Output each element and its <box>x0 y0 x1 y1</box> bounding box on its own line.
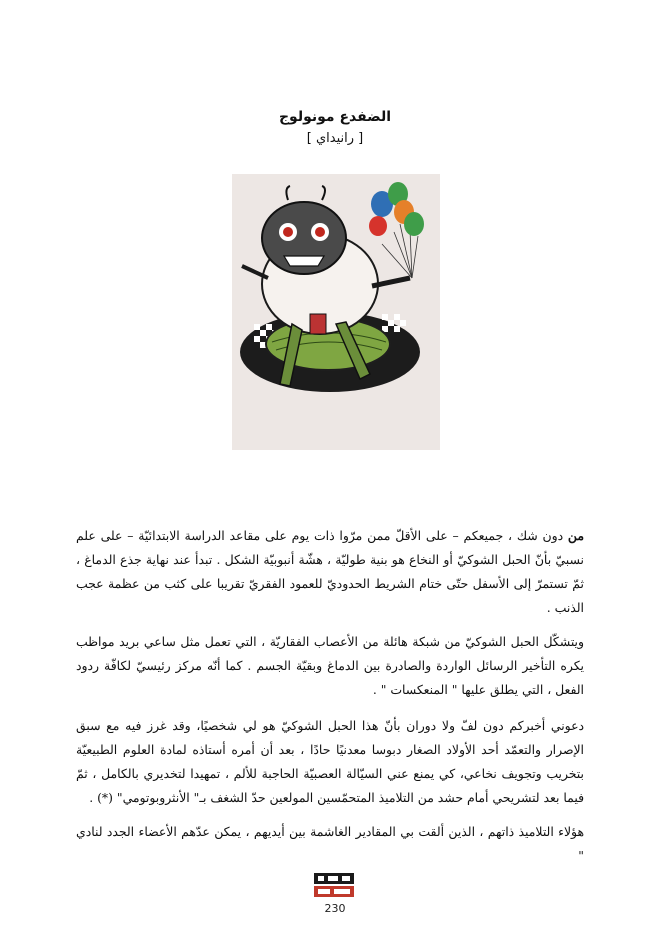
article-title: الضفدع مونولوج <box>278 109 392 125</box>
paragraph-3: دعوني أخبركم دون لفّ ولا دوران بأنّ هذا الحبل الشوكيّ هو لي شخصيًا، وقد غرز فيه مع سبق الإصرار والتعمّد أحد الأولاد الصغار دبوسا معدنيًا حادًا ، بعد أن أمره أستاذه لمادة العلوم الطبيعيّة بتخريب وتجويف نخاعي، كي يمنع عني السيّالة العصبيّة الحاجبة للألم ، تمهيدا لتخديري بالكامل ، ثمّ فيما بعد لتشريحي أمام حشد من التلاميذ المتحمّسين المولعين حدّ الشغف بـ" الأنثروبوتومي" (*) . <box>76 718 584 805</box>
frog-illustration <box>232 174 440 450</box>
author-name: [ رانيداي ] <box>306 131 364 146</box>
paragraph-1-lead: من <box>567 528 584 543</box>
paragraph-4: هؤلاء التلاميذ ذاتهم ، الذين ألقت بي المقادير الغاشمة بين أيديهم ، يمكن عدّهم الأعضاء الجدد لنادي " <box>76 824 584 863</box>
paragraph-2: ويتشكّل الحبل الشوكيّ من شبكة هائلة من الأعصاب الفقاريّة ، التي تعمل مثل ساعي بريد مواظب يكره التأخير الرسائل الواردة والصادرة بين الدماغ وبقيّة الجسم . كما أنّه مركز رئيسيّ لكافّة ردود الفعل ، التي يطلق عليها " المنعكسات " . <box>76 634 584 697</box>
paragraph-1 <box>76 524 584 620</box>
paragraph-1-text: دون شك ، جميعكم – على الأقلّ ممن مرّوا ذات يوم على مقاعد الدراسة الابتدائيّة – على علم نسبيّ بأنّ الحبل الشوكيّ أو النخاع هو بنية طوليّة ، هشّة أنبوبيّة الشكل . تبدأ عند نهاية جذع الدماغ ، ثمّ تستمرّ إلى الأسفل حتّى ختام الشريط الحدوديّ للعمود الفقريّ تقريبا على كثب من عظمة عجب الذنب . <box>76 528 584 615</box>
page-number: 230 <box>324 902 346 915</box>
magazine-logo <box>312 871 356 899</box>
